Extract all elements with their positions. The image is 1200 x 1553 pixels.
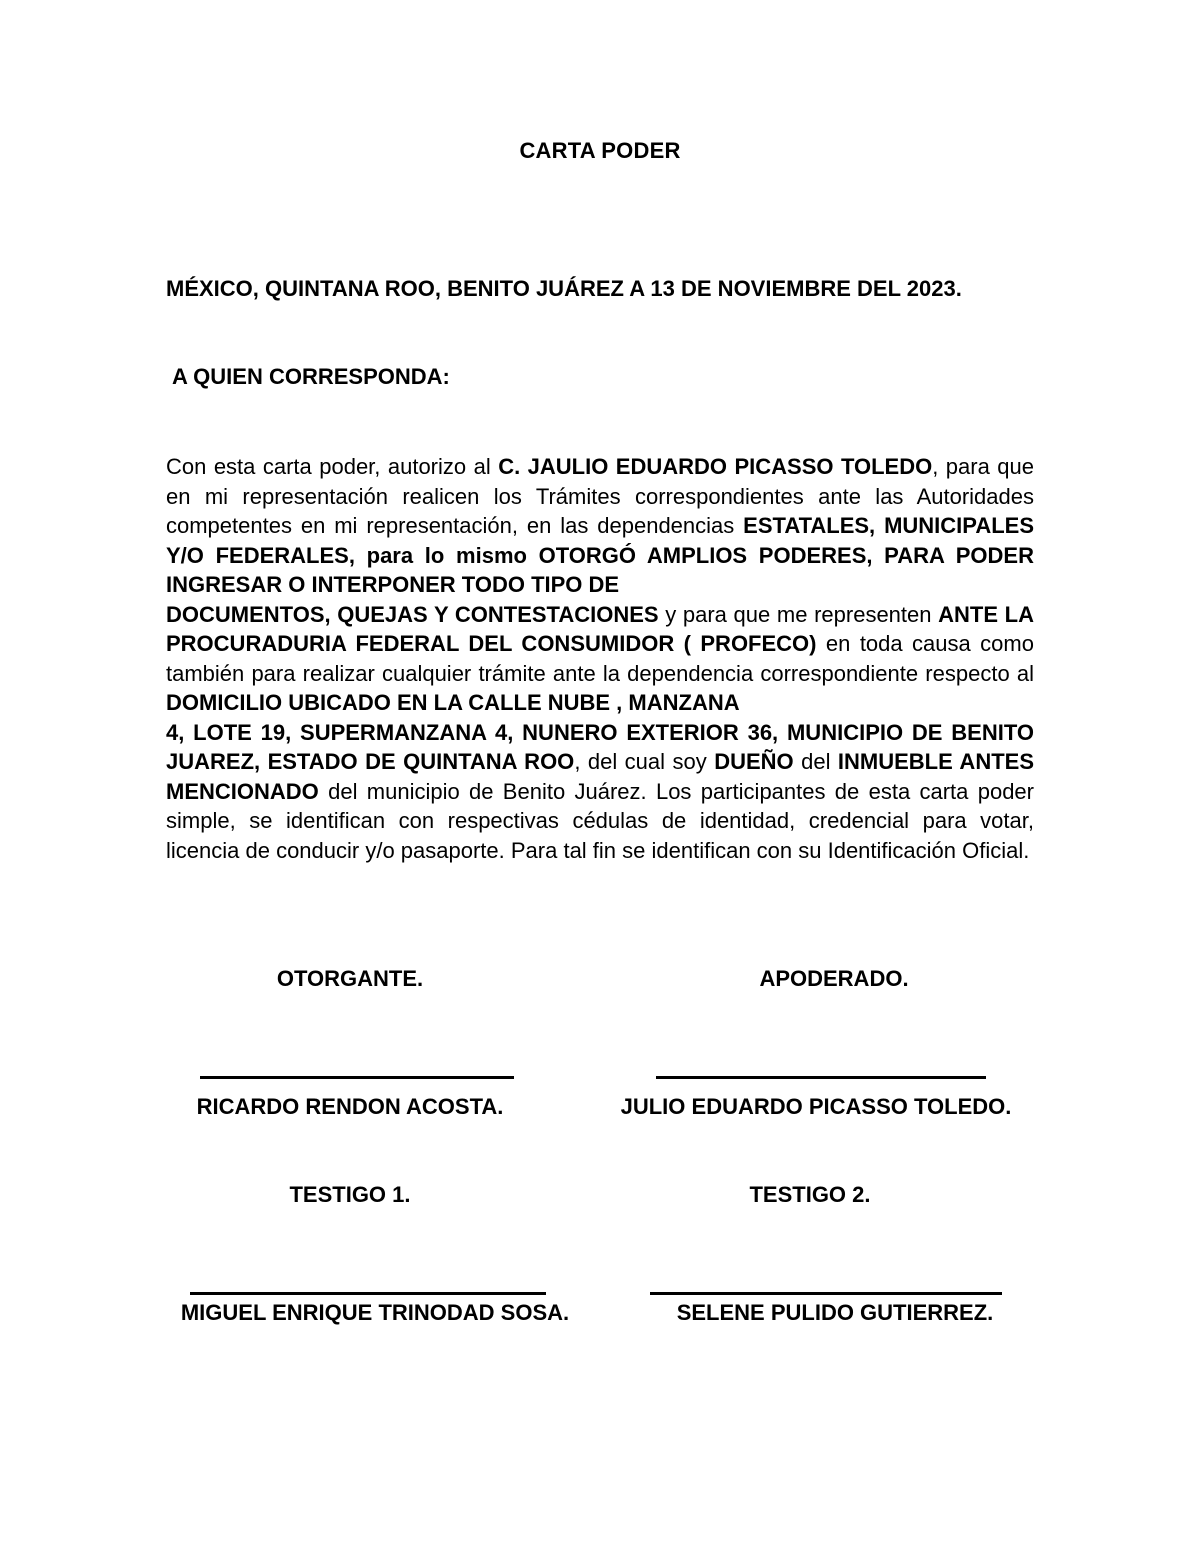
attorney-name: JULIO EDUARDO PICASSO TOLEDO. [620,1094,1012,1119]
attorney-label: APODERADO. [759,966,909,991]
witness1-label: TESTIGO 1. [289,1182,411,1207]
documents-clause: DOCUMENTOS, QUEJAS Y CONTESTACIONES [166,601,659,627]
body-text-3: y para que me representen [658,601,939,627]
witness1-signature-line [190,1292,546,1295]
property-clause: INMUEBLE ANTES MENCIONADO [166,749,1034,804]
witness2-name: SELENE PULIDO GUTIERREZ. [676,1300,994,1325]
body-text-2: , para que en mi representación realicen los Trámites correspondientes ante las Autoridades competentes en mi representación, en las dependencias [166,454,1034,538]
body-text-1: Con esta carta poder, autorizo al [166,454,499,479]
date-line: MÉXICO, QUINTANA ROO, BENITO JUÁREZ A 13 DE NOVIEMBRE DEL 2023. [166,276,962,301]
witness2-label: TESTIGO 2. [749,1182,871,1207]
owner-word: DUEÑO [714,749,794,774]
attorney-signature-line [656,1076,986,1079]
body-text-4: en toda causa como también para realizar cualquier trámite ante la dependencia correspondiente respecto al [166,631,1034,686]
salutation: A QUIEN CORRESPONDA: [172,364,450,389]
witness1-name: MIGUEL ENRIQUE TRINODAD SOSA. [180,1300,570,1325]
body-paragraph [166,452,1034,865]
profeco-clause: ANTE LA PROCURADURIA FEDERAL DEL CONSUMIDOR ( PROFECO) [166,601,1034,656]
body-text-5: , del cual soy [574,749,715,774]
body-text-7: del municipio de Benito Juárez. Los participantes de esta carta poder simple, se identifican con respectivas cédulas de identidad, credencial para votar, licencia de conducir y/o pasaporte. Para tal fin se identifican con su Identificación Oficial. [166,778,1034,863]
grantor-label: OTORGANTE. [276,966,424,991]
authorized-person: C. JAULIO EDUARDO PICASSO TOLEDO [498,454,933,479]
dependencies-powers: ESTATALES, MUNICIPALES Y/O FEDERALES, para lo mismo OTORGÓ AMPLIOS PODERES, PARA PODER INGRESAR O INTERPONER TODO TIPO DE [166,513,1034,597]
grantor-name: RICARDO RENDON ACOSTA. [196,1094,504,1119]
address-clause: DOMICILIO UBICADO EN LA CALLE NUBE , MANZANA [166,690,740,715]
document-title: CARTA PODER [519,138,681,163]
body-text-6: del [793,749,838,774]
witness2-signature-line [650,1292,1002,1295]
address-details: 4, LOTE 19, SUPERMANZANA 4, NUNERO EXTERIOR 36, MUNICIPIO DE BENITO JUAREZ, ESTADO DE QUINTANA ROO [166,719,1034,774]
grantor-signature-line [200,1076,514,1079]
